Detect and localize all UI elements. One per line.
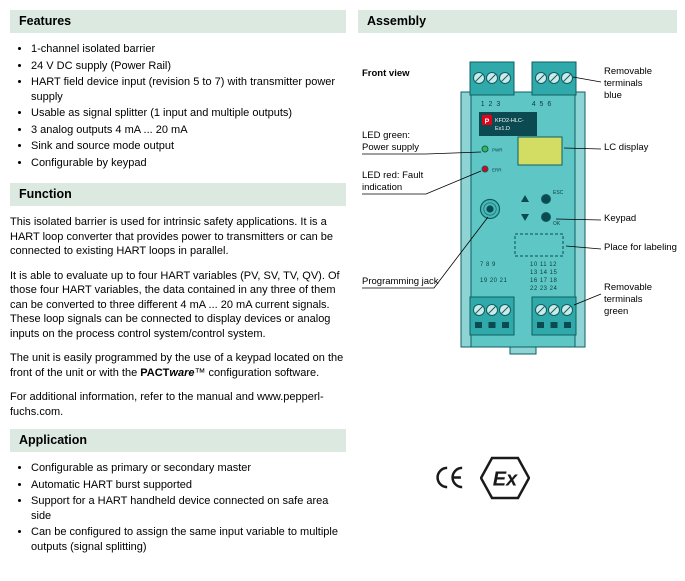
pactware-brand: ware — [169, 366, 195, 379]
front-view-label: Front view — [362, 68, 410, 79]
din-rail-foot — [510, 347, 536, 354]
function-paragraph — [10, 351, 346, 380]
pf-logo-letter: P — [484, 118, 490, 126]
device-model-line1: KFD2-HLC- — [495, 118, 524, 124]
feature-item: • Sink and source mode output — [31, 139, 346, 154]
feature-item: • Usable as signal splitter (1 input and multiple outputs) — [31, 106, 346, 121]
ok-button — [542, 213, 551, 222]
terminal-numbers-bottom: 10 11 12 — [530, 262, 557, 268]
function-paragraph: This isolated barrier is used for intrinsic safety applications. It is a HART loop converter that provides power to transmitters or can be connected to existing HART loops in parallel. — [10, 216, 334, 258]
function-heading: Function — [10, 183, 346, 206]
terminal-numbers-bottom: 22 23 24 — [530, 286, 558, 292]
programming-jack-socket — [486, 205, 493, 212]
features-list — [10, 42, 346, 170]
ok-button-label: OK — [553, 221, 561, 227]
function-text: configuration software. — [205, 366, 320, 379]
right-column — [358, 10, 677, 567]
terminal-numbers-top-right: 4 5 6 — [531, 101, 553, 108]
assembly-heading: Assembly — [358, 10, 677, 33]
function-text: The unit is easily programmed by the use of a keypad located on the front of the unit or with the — [10, 352, 344, 379]
leader-terminals-blue — [573, 77, 601, 82]
labeling-label: Place for labeling — [604, 242, 677, 253]
power-led-label: PWR — [492, 147, 503, 153]
lc-display-label: LC display — [604, 142, 649, 153]
terminals-blue-label: Removable terminals blue — [604, 66, 653, 101]
terminal-numbers-bottom: 7 8 9 — [480, 262, 496, 268]
terminal-numbers-bottom: 13 14 15 — [530, 270, 558, 276]
trademark-symbol: ™ — [194, 366, 206, 379]
feature-item: • 3 analog outputs 4 mA ... 20 mA — [31, 123, 346, 138]
function-paragraph: It is able to evaluate up to four HART variables (PV, SV, TV, QV). Of those four HART variables, the data contained in any three of them can be converted to three different 4 mA ... 20 mA current signals. These loop signals can be connected to display devices or analog inputs on the process control system/control system. — [10, 269, 340, 340]
led-green-label: LED green: Power supply — [362, 130, 420, 153]
application-heading: Application — [10, 429, 346, 452]
terminal-numbers-top-left: 1 2 3 — [480, 101, 502, 108]
application-item: • Configurable as primary or secondary master — [31, 461, 346, 476]
programming-jack-label: Programming jack — [362, 276, 439, 287]
application-item: • Can be configured to assign the same input variable to multiple outputs (signal splitting) — [31, 525, 346, 554]
fault-led-icon — [482, 166, 488, 172]
function-paragraph: For additional information, refer to the manual and www.pepperl-fuchs.com. — [10, 391, 324, 418]
fault-led-label: ERR — [492, 167, 502, 173]
feature-item: • 1-channel isolated barrier — [31, 42, 346, 57]
power-led-icon — [482, 146, 488, 152]
features-heading: Features — [10, 10, 346, 33]
pactware-brand: PACT — [140, 366, 170, 379]
feature-item: • HART field device input (revision 5 to 7) with transmitter power supply — [31, 75, 346, 104]
lc-display — [518, 137, 562, 165]
application-item: • Automatic HART burst supported — [31, 478, 346, 493]
ex-mark-text: Ex — [492, 468, 518, 491]
left-column — [10, 10, 346, 567]
feature-item: • Configurable by keypad — [31, 156, 346, 171]
application-list — [10, 461, 346, 554]
terminal-numbers-bottom: 19 20 21 — [480, 278, 508, 284]
led-red-label: LED red: Fault indication — [362, 170, 424, 193]
application-item: • Support for a HART handheld device connected on safe area side — [31, 494, 346, 523]
ex-mark — [480, 455, 530, 501]
terminal-screws-top — [474, 73, 573, 84]
feature-item: • 24 V DC supply (Power Rail) — [31, 59, 346, 74]
keypad-label: Keypad — [604, 213, 637, 224]
terminal-numbers-bottom: 16 17 18 — [530, 278, 558, 284]
device-model-line2: Ex1.D — [495, 126, 510, 132]
assembly-diagram — [358, 42, 677, 522]
terminals-green-label: Removable terminals green — [604, 282, 653, 317]
ce-mark — [428, 464, 468, 491]
esc-button — [542, 195, 551, 204]
esc-button-label: ESC — [553, 190, 564, 196]
